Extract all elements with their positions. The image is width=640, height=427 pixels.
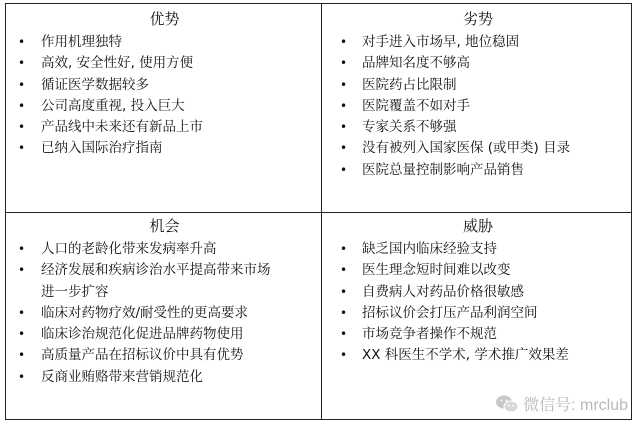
bullet-icon: • <box>18 56 26 71</box>
list-item: • 反商业贿赂带来营销规范化 <box>8 367 321 388</box>
bullet-icon: • <box>340 263 348 278</box>
list-item: • 医院总量控制影响产品销售 <box>323 160 633 181</box>
bullet-icon: • <box>340 120 348 135</box>
bullet-icon: • <box>340 327 348 342</box>
list-item: • 高质量产品在招标议价中具有优势 <box>8 345 321 366</box>
wechat-icon <box>495 394 519 414</box>
list-item: • 专家关系不够强 <box>323 117 633 138</box>
list-item: • 人口的老龄化带来发病率升高 <box>8 239 321 260</box>
bullet-icon: • <box>18 305 26 320</box>
list-item: • 医院覆盖不如对手 <box>323 96 633 117</box>
bullet-icon: • <box>18 369 26 384</box>
list-item: • 临床诊治规范化促进品牌药物使用 <box>8 324 321 345</box>
bullet-icon: • <box>340 242 348 256</box>
bullet-icon: • <box>340 305 348 320</box>
horizontal-divider <box>6 212 631 213</box>
bullet-icon: • <box>340 284 348 299</box>
list-item: • 医院药占比限制 <box>323 75 633 96</box>
list-item: • 市场竞争者操作不规范 <box>323 324 633 345</box>
strengths-title: 优势 <box>149 10 180 28</box>
threats-title: 威胁 <box>462 217 493 235</box>
weaknesses-quadrant <box>323 9 633 212</box>
watermark-text: 微信号: mrclub <box>523 397 628 414</box>
weaknesses-title: 劣势 <box>462 10 493 28</box>
bullet-icon: • <box>18 77 26 92</box>
list-item: • 对手进入市场早, 地位稳固 <box>323 32 633 53</box>
strengths-quadrant <box>6 9 321 212</box>
list-item: • 医生理念短时间难以改变 <box>323 260 633 281</box>
bullet-icon: • <box>340 348 348 363</box>
bullet-icon: • <box>18 242 26 256</box>
list-item: • 产品线中未来还有新品上市 <box>8 117 321 138</box>
list-item: • 招标议价会打压产品利润空间 <box>323 303 633 324</box>
list-item: • 经济发展和疾病诊治水平提高带来市场进一步扩容 <box>18 262 271 300</box>
list-item: • 品牌知名度不够高 <box>323 53 633 74</box>
opportunities-list <box>8 239 321 388</box>
list-item: • 作用机理独特 <box>8 32 321 53</box>
bullet-icon: • <box>340 77 348 92</box>
bullet-icon: • <box>340 162 348 177</box>
threats-list <box>323 239 633 367</box>
weaknesses-list <box>323 32 633 181</box>
threats-quadrant <box>323 216 633 419</box>
bullet-icon: • <box>18 98 26 113</box>
watermark <box>495 392 628 415</box>
opportunities-title: 机会 <box>149 217 180 235</box>
bullet-icon: • <box>18 141 26 156</box>
list-item: • 临床对药物疗效/耐受性的更高要求 <box>8 303 321 324</box>
bullet-icon: • <box>340 98 348 113</box>
bullet-icon: • <box>340 35 348 49</box>
list-item: • XX 科医生不学术, 学术推广效果差 <box>323 345 633 366</box>
bullet-icon: • <box>18 120 26 135</box>
bullet-icon: • <box>18 327 26 342</box>
strengths-list <box>8 32 321 160</box>
list-item: • 高效, 安全性好, 使用方便 <box>8 53 321 74</box>
list-item: • 自费病人对药品价格很敏感 <box>323 282 633 303</box>
list-item: • 循证医学数据较多 <box>8 75 321 96</box>
list-item: • 缺乏国内临床经验支持 <box>323 239 633 260</box>
opportunities-quadrant <box>6 216 321 419</box>
bullet-icon: • <box>18 35 26 49</box>
list-item: • 已纳入国际治疗指南 <box>8 138 321 159</box>
list-item: • 公司高度重视, 投入巨大 <box>8 96 321 117</box>
bullet-icon: • <box>18 263 26 278</box>
bullet-icon: • <box>340 56 348 71</box>
bullet-icon: • <box>340 141 348 156</box>
bullet-icon: • <box>18 348 26 363</box>
swot-table <box>5 3 632 420</box>
list-item: • 没有被列入国家医保 (或甲类) 目录 <box>323 138 633 159</box>
